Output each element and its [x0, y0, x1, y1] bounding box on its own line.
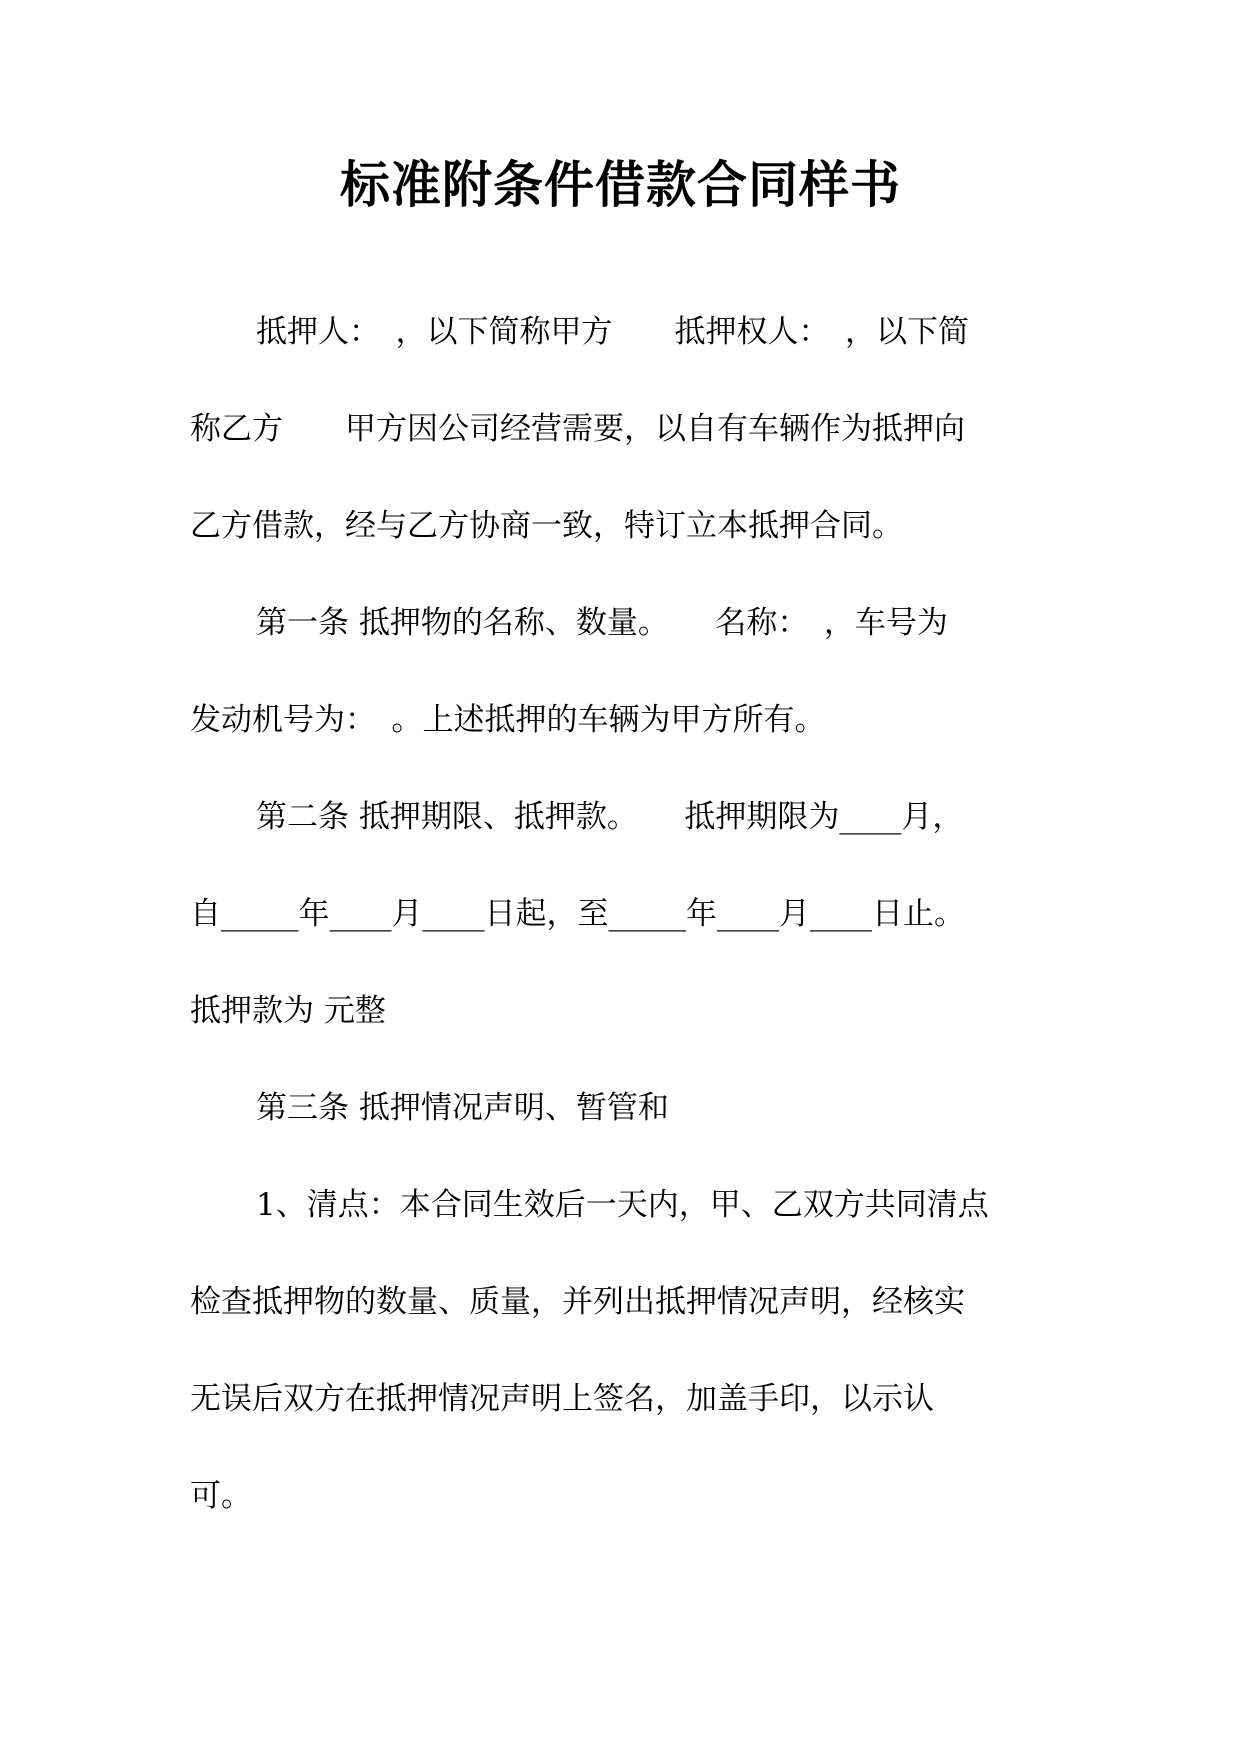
document-title: 标准附条件借款合同样书	[340, 155, 901, 214]
paragraph-line: 发动机号为： 。上述抵押的车辆为甲方所有。	[190, 702, 826, 738]
paragraph-line: 乙方借款，经与乙方协商一致，特订立本抵押合同。	[190, 508, 903, 544]
paragraph-line: 第一条 抵押物的名称、数量。 名称： ，车号为	[256, 605, 948, 641]
paragraph-line: 称乙方 甲方因公司经营需要，以自有车辆作为抵押向	[190, 411, 965, 447]
paragraph-line: 1、清点：本合同生效后一天内，甲、乙双方共同清点	[256, 1187, 989, 1223]
paragraph-line: 抵押款为 元整	[190, 993, 386, 1029]
paragraph-line: 无误后双方在抵押情况声明上签名，加盖手印，以示认	[190, 1381, 934, 1417]
paragraph-line: 自_____年____月____日起，至_____年____月____日止。	[190, 896, 965, 932]
paragraph-line: 抵押人： ，以下简称甲方 抵押权人： ，以下简	[256, 314, 969, 350]
paragraph-line: 第二条 抵押期限、抵押款。 抵押期限为____月，	[256, 799, 964, 835]
paragraph-line: 可。	[190, 1478, 252, 1514]
paragraph-line: 检查抵押物的数量、质量，并列出抵押情况声明，经核实	[190, 1284, 965, 1320]
paragraph-line: 第三条 抵押情况声明、暂管和	[256, 1090, 669, 1126]
